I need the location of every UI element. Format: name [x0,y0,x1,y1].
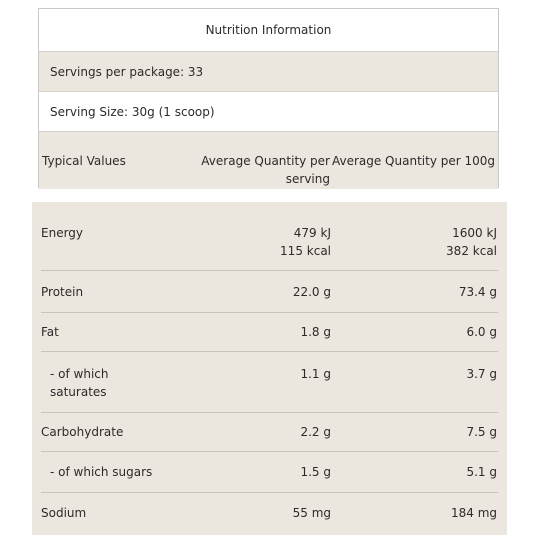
per-100g-value: 7.5 g [466,425,497,439]
per-100g-value: 184 mg [450,506,497,520]
nutrition-values-table [32,202,507,535]
table-row [32,271,507,312]
table-title-row [39,9,498,51]
row-label: Energy [41,226,84,240]
column-header-per-serving: Average Quantity per serving [201,154,330,186]
table-title: Nutrition Information [205,23,332,37]
row-label: Carbohydrate [41,425,124,439]
table-row [32,313,507,351]
table-row [32,493,507,535]
table-row [32,413,507,451]
column-header-row [39,131,498,189]
per-serving-value: 55 mg [292,506,331,520]
column-header-label: Typical Values [42,154,126,168]
servings-per-package: Servings per package: 33 [50,64,204,79]
servings-row [39,51,498,91]
per-serving-value: 1.1 g [300,367,331,381]
row-label: - of which [50,367,109,381]
per-100g-value: 1600 kJ [452,226,497,240]
serving-size-row [39,91,498,131]
per-serving-value: 1.8 g [300,325,331,339]
per-serving-value: 1.5 g [300,465,331,479]
table-row [32,452,507,492]
per-serving-value: 479 kJ [293,226,331,240]
row-label: - of which sugars [50,465,153,479]
per-serving-value: 22.0 g [292,285,331,299]
column-header-per-100g: Average Quantity per 100g [331,154,495,168]
per-100g-value: 3.7 g [466,367,497,381]
row-label: Protein [41,285,84,299]
per-serving-value-secondary: 115 kcal [280,244,331,258]
per-100g-value: 6.0 g [466,325,497,339]
table-row [32,202,507,270]
nutrition-header-table [38,8,499,188]
serving-size: Serving Size: 30g (1 scoop) [50,104,215,119]
per-100g-value: 73.4 g [458,285,497,299]
table-row [32,352,507,412]
row-label: Fat [41,325,59,339]
per-100g-value-secondary: 382 kcal [446,244,497,258]
row-label-secondary: saturates [50,385,107,399]
per-100g-value: 5.1 g [466,465,497,479]
row-label: Sodium [41,506,87,520]
per-serving-value: 2.2 g [300,425,331,439]
